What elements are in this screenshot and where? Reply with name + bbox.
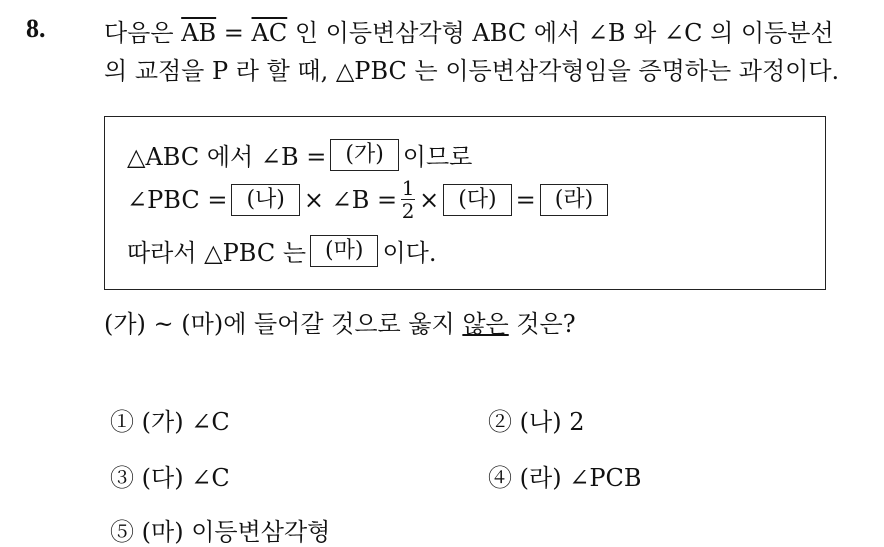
choice-value: ∠C — [191, 408, 230, 436]
choice-mark: ② — [488, 408, 512, 436]
choice-label: (마) — [141, 518, 184, 546]
proof-text: × — [419, 185, 440, 214]
stem-text: 다음은 — [104, 19, 182, 47]
choice-mark: ③ — [110, 464, 134, 492]
choice-mark: ⑤ — [110, 518, 134, 546]
choice-label: (가) — [141, 408, 184, 436]
proof-line-1 — [127, 137, 472, 172]
question-number: 8. — [26, 14, 46, 43]
proof-line-3 — [127, 233, 436, 268]
proof-line-2 — [127, 177, 612, 222]
choice-5[interactable] — [110, 512, 330, 547]
fraction-one-half — [401, 177, 415, 222]
choice-1[interactable] — [110, 402, 230, 437]
stem-line-2: 의 교점을 P 라 할 때, △PBC 는 이등변삼각형임을 증명하는 과정이다. — [104, 57, 840, 85]
choice-value: 2 — [569, 408, 585, 436]
blank-da: (다) — [443, 184, 511, 216]
question-stem — [104, 14, 874, 90]
choice-label: (나) — [519, 408, 562, 436]
blank-ra: (라) — [540, 184, 608, 216]
choice-label: (라) — [519, 464, 562, 492]
blank-ga: (가) — [330, 139, 398, 171]
choice-value: ∠PCB — [569, 464, 642, 492]
choice-mark: ① — [110, 408, 134, 436]
blank-na: (나) — [231, 184, 299, 216]
segment-ab: $\overline{AB}$ — [181, 19, 217, 47]
choice-4[interactable] — [488, 458, 641, 493]
segment-ac: $\overline{AC}$ — [251, 19, 288, 47]
choice-3[interactable] — [110, 458, 230, 493]
choice-label: (다) — [141, 464, 184, 492]
proof-text: = — [515, 185, 536, 214]
proof-text: × ∠B = — [303, 185, 398, 214]
stem-text: = — [216, 19, 252, 47]
choice-2[interactable] — [488, 402, 584, 437]
fraction-numerator: 1 — [401, 176, 415, 200]
instruction — [104, 304, 576, 339]
fraction-denominator: 2 — [401, 199, 415, 223]
blank-ma: (마) — [310, 235, 378, 267]
proof-box — [104, 116, 826, 290]
stem-text: 인 이등변삼각형 ABC 에서 ∠B 와 ∠C 의 이등분선 — [287, 19, 834, 47]
proof-text: ∠PBC = — [127, 185, 228, 214]
proof-text: 이므로 — [402, 143, 473, 171]
choice-mark: ④ — [488, 464, 512, 492]
choice-value: 이등변삼각형 — [191, 518, 331, 546]
proof-text: 이다. — [382, 239, 437, 267]
stem-line-1 — [104, 14, 874, 52]
proof-text: 따라서 △PBC 는 — [127, 239, 307, 267]
instruction-underlined: 않은 — [462, 310, 509, 338]
choice-value: ∠C — [191, 464, 230, 492]
instruction-text: (가) ~ (마)에 들어갈 것으로 옳지 — [104, 310, 463, 338]
instruction-text: 것은? — [508, 310, 576, 338]
proof-text: △ABC 에서 ∠B = — [127, 143, 327, 171]
